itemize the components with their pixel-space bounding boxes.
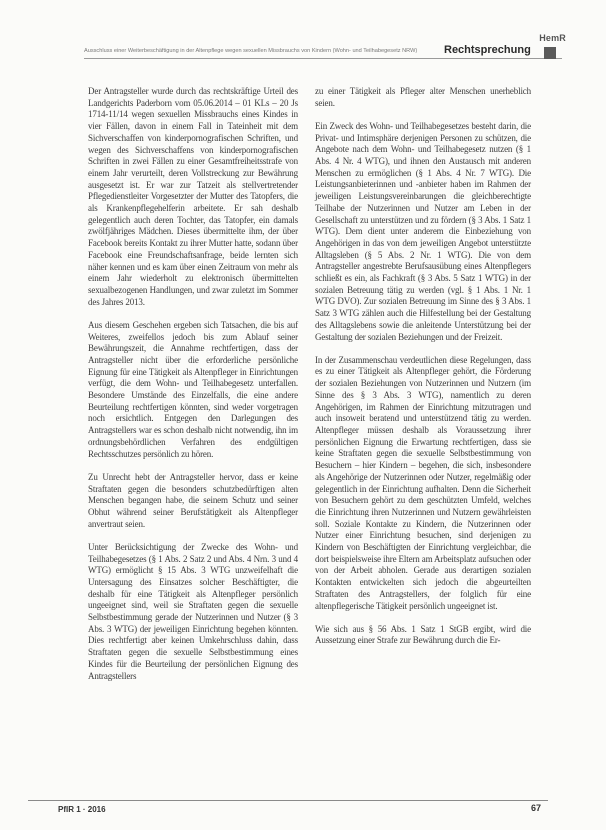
paragraph: zu einer Tätigkeit als Pfleger alter Menschen unerheblich seien. (315, 86, 531, 108)
running-title: Ausschluss einer Weiterbeschäftigung in der Altenpflege wegen sexuellen Missbrauchs von Kindern (Wohn- und Teilhabegesetz NRW) (84, 48, 418, 54)
left-column (88, 86, 298, 694)
right-column (315, 86, 531, 659)
footer-journal-issue: PflR 1 · 2016 (58, 805, 106, 814)
section-title: Rechtsprechung (444, 44, 531, 56)
paragraph: Aus diesem Geschehen ergeben sich Tatsachen, die bis auf Weiteres, zweifellos jedoch bis zum Ablauf seiner Bewährungszeit, die Annahme rechtfertigen, dass der Antragsteller nicht über die erforderliche persönliche Eignung für eine Tätigkeit als Altenpfleger in Einrichtungen verfügt, die dem Wohn- und Teilhabegesetz unterfallen. Besondere Umstände des Einzelfalls, die eine andere Beurteilung rechtfertigen könnten, sind weder vorgetragen noch ersichtlich. Entgegen den Darlegungen des Antragstellers war es schon deshalb nicht notwendig, ihn im ordnungsbehördlichen Verfahren des endgültigen Rechtsschutzes persönlich zu hören. (88, 319, 298, 459)
paragraph: Unter Berücksichtigung der Zwecke des Wohn- und Teilhabegesetzes (§ 1 Abs. 2 Satz 2 und Abs. 4 Nrn. 3 und 4 WTG) ermöglicht § 15 Abs. 3 WTG unzweifelhaft die Untersagung des Einsatzes solcher Beschäftigter, die deshalb für eine Tätigkeit als Altenpfleger persönlich ungeeignet sind, weil sie Straftaten gegen die sexuelle Selbstbestimmung gerade der Nutzerinnen und Nutzer (§ 3 Abs. 3 WTG) der jeweiligen Einrichtung begehen könnten. Dies rechtfertigt aber keinen Umkehrschluss dahin, dass Straftaten gegen die sexuelle Selbstbestimmung eines Kindes für die Beurteilung der persönlichen Eignung des Antragstellers (88, 541, 298, 681)
paragraph: In der Zusammenschau verdeutlichen diese Regelungen, dass es zu einer Tätigkeit als Altenpfleger gehört, die Förderung der sozialen Beziehungen von Nutzerinnen und Nutzern (im Sinne des § 3 Abs. 3 WTG), namentlich zu deren Angehörigen, im Rahmen der Einrichtung mitzutragen und auch insoweit beratend und unterstützend tätig zu werden. Altenpfleger müssen deshalb als Voraussetzung ihrer persönlichen Eignung die Erwartung rechtfertigen, dass sie keine Straftaten gegen die sexuelle Selbstbestimmung von Besuchern – hier Kindern – begehen, die sich, insbesondere als Angehörige der Nutzerinnen oder Nutzer, regelmäßig oder gelegentlich in der Einrichtung aufhalten. Denn die Sicherheit von Besuchern gehört zu dem geschützten Umfeld, welches die Einrichtung ihren Nutzerinnen und Nutzern gewährleisten soll. Soziale Kontakte zu Kindern, die Nutzerinnen oder Nutzer einer Einrichtung besuchen, sind derjenigen zu Kindern von Beschäftigten der Einrichtung vergleichbar, die dort beispielsweise ihre Eltern am Arbeitsplatz aufsuchen oder von der Arbeit abholen. Gerade aus derartigen sozialen Kontakten entwickelten sich jedoch die abgeurteilten Straftaten des Antragstellers, der folglich für eine altenpflegerische Tätigkeit persönlich ungeeignet ist. (315, 354, 531, 611)
journal-tag: HemR (539, 33, 566, 43)
paragraph: Ein Zweck des Wohn- und Teilhabegesetzes besteht darin, die Privat- und Intimsphäre derjenigen Personen zu schützen, die Angebote nach dem Wohn- und Teilhabegesetz nutzen (§ 1 Abs. 4 Nr. 4 WTG), und ihnen den Austausch mit anderen Menschen zu ermöglichen (§ 1 Abs. 4 Nr. 7 WTG). Die Leistungsanbieterinnen und -anbieter haben im Rahmen der jeweiligen Leistungsvereinbarungen die gleichberechtigte Teilhabe der Nutzerinnen und Nutzer am Leben in der Gesellschaft zu unterstützen und zu fördern (§ 3 Abs. 1 Satz 1 WTG). Dem dient unter anderem die Einbeziehung von Angehörigen in das von dem jeweiligen Angebot unterstützte Alltagsleben (§ 5 Abs. 2 Nr. 1 WTG). Die von dem Antragsteller angestrebte Berufsausübung eines Altenpflegers schließt es ein, als Fachkraft (§ 3 Abs. 5 Satz 1 WTG) in der sozialen Betreuung tätig zu werden (vgl. § 1 Abs. 1 Nr. 1 WTG DVO). Zur sozialen Betreuung im Sinne des § 3 Abs. 1 Satz 3 WTG zählen auch die Hilfestellung bei der Gestaltung des Alltagslebens sowie die anleitende Unterstützung bei der Gestaltung der sozialen Beziehungen und der Freizeit. (315, 120, 531, 342)
paragraph: Der Antragsteller wurde durch das rechtskräftige Urteil des Landgerichts Paderborn vom 05.06.2014 – 01 KLs – 20 Js 1714-11/14 wegen sexuellen Missbrauchs eines Kindes in vier Fällen, davon in einem Fall in Tateinheit mit dem Sichverschaffen von kinderpornografischen Schriften, und wegen des Sichverschaffens von kinderpornografischen Schriften in zwei Fällen zu einer Gesamtfreiheitsstrafe von einem Jahr verurteilt, deren Vollstreckung zur Bewährung ausgesetzt ist. Er war zur Tatzeit als stellvertretender Pflegedienstleiter Vorgesetzter der Mutter des Tatopfers, die als Krankenpflegehelferin arbeitete. Er sah deshalb gelegentlich auch deren Tochter, das Tatopfer, ein damals zwölfjähriges Mädchen. Dieses übermittelte ihm, der über Facebook bereits Kontakt zu ihrer Mutter hatte, sodann über Facebook eine Freundschaftsanfrage, beide lernten sich näher kennen und es kam über einen Zeitraum von mehr als einem Jahr wiederholt zu elektronisch übermittelten sexualbezogenen Handlungen, und zwar zuletzt im Sommer des Jahres 2013. (88, 86, 298, 307)
paragraph: Wie sich aus § 56 Abs. 1 Satz 1 StGB ergibt, wird die Aussetzung einer Strafe zur Bewährung durch die Er- (315, 623, 531, 646)
footer-line (28, 800, 548, 801)
header-line (84, 58, 562, 59)
page-number: 67 (531, 803, 542, 813)
section-mark-square (544, 47, 556, 59)
paragraph: Zu Unrecht hebt der Antragsteller hervor, dass er keine Straftaten gegen die besonders schutzbedürftigen alten Menschen begangen habe, die seinem Schutz und seiner Obhut während seiner Berufstätigkeit als Altenpfleger anvertraut seien. (88, 471, 298, 529)
